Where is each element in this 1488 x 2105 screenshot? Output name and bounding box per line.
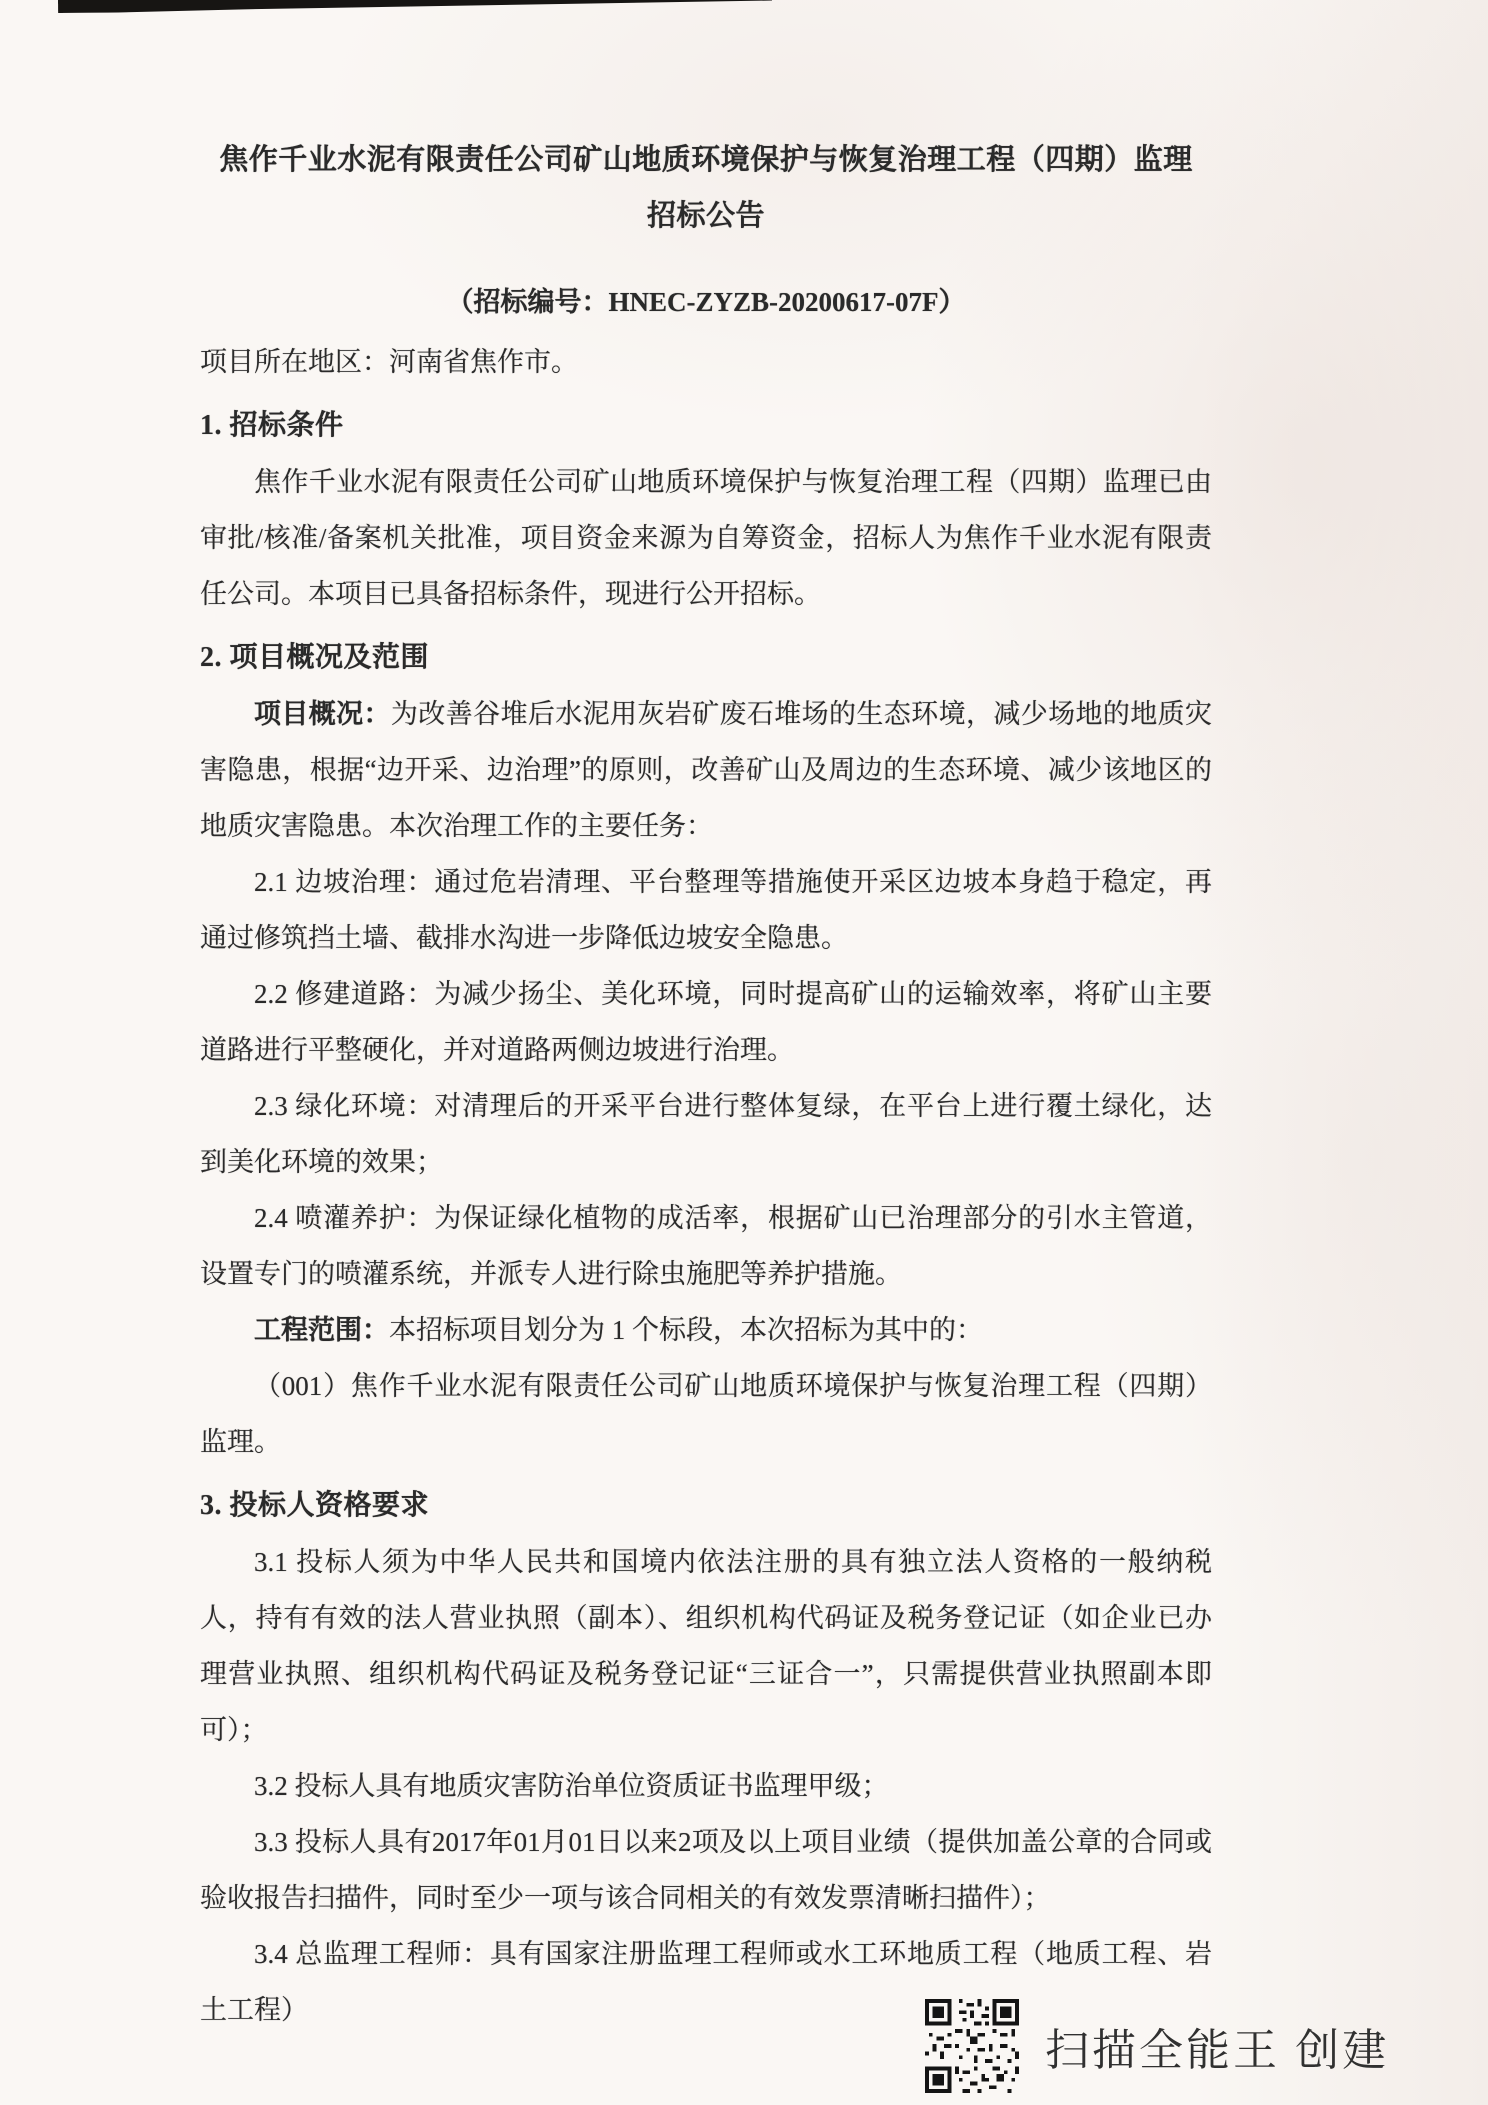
section-1-paragraph: 焦作千业水泥有限责任公司矿山地质环境保护与恢复治理工程（四期）监理已由审批/核准/备案机关批准，项目资金来源为自筹资金，招标人为焦作千业水泥有限责任公司。本项目已具备招标条件，现进行公开招标。 [200, 467, 1212, 609]
section-3-heading: 3. 投标人资格要求 [200, 1490, 430, 1521]
project-scope-label: 工程范围： [254, 1315, 389, 1345]
task-2-3-greening: 2.3 绿化环境：对清理后的开采平台进行整体复绿，在平台上进行覆土绿化，达到美化环境的效果； [200, 1091, 1212, 1177]
qr-code-icon [925, 1999, 1019, 2093]
section-1-heading: 1. 招标条件 [200, 410, 344, 441]
scanner-edge-artifact [58, 0, 772, 13]
section-2-heading: 2. 项目概况及范围 [200, 642, 430, 673]
camscanner-watermark-label: 扫描全能王 创建 [1045, 2026, 1390, 2075]
project-overview-text: 为改善谷堆后水泥用灰岩矿废石堆场的生态环境，减少场地的地质灾害隐患，根据“边开采、边治理”的原则，改善矿山及周边的生态环境、减少该地区的地质灾害隐患。本次治理工作的主要任务： [200, 699, 1213, 841]
document-title-line1: 焦作千业水泥有限责任公司矿山地质环境保护与恢复治理工程（四期）监理 [219, 144, 1193, 176]
tender-number: （招标编号：HNEC-ZYZB-20200617-07F） [446, 287, 966, 317]
document-title-line2: 招标公告 [646, 200, 765, 232]
project-overview-label: 项目概况： [254, 699, 391, 729]
camscanner-watermark [925, 1999, 1389, 2093]
task-2-2-road-construction: 2.2 修建道路：为减少扬尘、美化环境，同时提高矿山的运输效率，将矿山主要道路进行平整硬化，并对道路两侧边坡进行治理。 [200, 979, 1212, 1065]
project-location: 项目所在地区：河南省焦作市。 [200, 347, 578, 377]
project-overview-paragraph [200, 686, 1212, 854]
project-scope-text: 本招标项目划分为 1 个标段，本次招标为其中的： [389, 1315, 983, 1345]
document-body [200, 132, 1212, 2038]
requirement-3-3: 3.3 投标人具有2017年01月01日以来2项及以上项目业绩（提供加盖公章的合同或验收报告扫描件，同时至少一项与该合同相关的有效发票清晰扫描件）； [200, 1827, 1212, 1913]
bid-section-001: （001）焦作千业水泥有限责任公司矿山地质环境保护与恢复治理工程（四期）监理。 [200, 1371, 1212, 1457]
task-2-1-slope-treatment: 2.1 边坡治理：通过危岩清理、平台整理等措施使开采区边坡本身趋于稳定，再通过修筑挡土墙、截排水沟进一步降低边坡安全隐患。 [200, 867, 1212, 953]
project-scope-paragraph [200, 1302, 1212, 1358]
requirement-3-4: 3.4 总监理工程师：具有国家注册监理工程师或水工环地质工程（地质工程、岩土工程） [200, 1939, 1212, 2025]
requirement-3-1: 3.1 投标人须为中华人民共和国境内依法注册的具有独立法人资格的一般纳税人，持有有效的法人营业执照（副本）、组织机构代码证及税务登记证（如企业已办理营业执照、组织机构代码证及税务登记证“三证合一”，只需提供营业执照副本即可）； [200, 1547, 1212, 1745]
task-2-4-irrigation: 2.4 喷灌养护：为保证绿化植物的成活率，根据矿山已治理部分的引水主管道，设置专门的喷灌系统，并派专人进行除虫施肥等养护措施。 [200, 1203, 1212, 1289]
requirement-3-2: 3.2 投标人具有地质灾害防治单位资质证书监理甲级； [254, 1771, 889, 1801]
